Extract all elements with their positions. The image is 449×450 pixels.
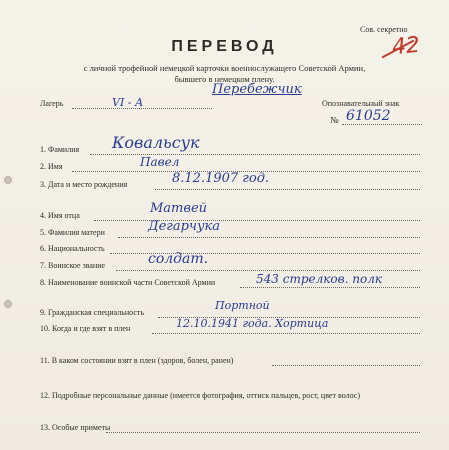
subtitle-line-1: с личной трофейной немецкой карточки военнослужащего Советской Армии,: [83, 63, 366, 73]
field-11-label: 11. В каком состоянии взят в плен (здоров, болен, ранен): [40, 356, 234, 365]
field-1-label: 1. Фамилия: [40, 145, 80, 154]
field-3-label: 3. Дата и место рождения: [40, 180, 128, 189]
handwritten-number: 42: [390, 32, 422, 61]
field-1-value: Ковальсук: [112, 133, 200, 152]
field-13-label: 13. Особые приметы: [40, 423, 111, 432]
field-3-line: [155, 189, 420, 190]
camp-label: Лагерь: [40, 99, 64, 108]
field-7-label: 7. Воинское звание: [40, 261, 106, 270]
field-8-label: 8. Наименование воинской части Советской Армии: [40, 278, 216, 287]
camp-value: VI - А: [112, 96, 144, 109]
field-12-spacer: [40, 400, 420, 401]
field-10-label: 10. Когда и где взят в плен: [40, 324, 131, 333]
field-6-label: 6. Национальность: [40, 244, 105, 253]
field-2-label: 2. Имя: [40, 162, 63, 171]
field-10-line: [152, 333, 420, 334]
field-10-value: 12.10.1941 года. Хортица: [176, 317, 329, 330]
field-8-line: [240, 287, 420, 288]
status-value: Перебежчик: [212, 82, 302, 97]
field-5-value: Дегарчука: [148, 219, 221, 234]
secrecy-label: Сов. секретно: [360, 25, 408, 34]
field-5-label: 5. Фамилия матери: [40, 228, 105, 237]
punch-hole: [4, 176, 12, 184]
field-3-value: 8.12.1907 год.: [172, 171, 270, 186]
document-title: ПЕРЕВОД: [171, 38, 278, 55]
field-4-line: [94, 220, 420, 221]
field-9-label: 9. Гражданская специальность: [40, 308, 145, 317]
tag-number: 61052: [346, 108, 391, 124]
punch-hole: [4, 300, 12, 308]
tag-prefix: №: [330, 115, 339, 125]
tag-label: Опознавательный знак: [322, 99, 400, 108]
field-2-value: Павел: [140, 155, 180, 169]
field-9-value: Портной: [215, 299, 270, 312]
field-5-line: [118, 237, 420, 238]
field-7-value: солдат.: [148, 251, 209, 267]
tag-line: [342, 124, 422, 125]
field-4-label: 4. Имя отца: [40, 211, 80, 220]
field-13-line: [106, 432, 420, 433]
field-8-value: 543 стрелков. полк: [256, 272, 383, 286]
subtitle-line-2: бывшего в немецком плену.: [174, 74, 275, 84]
field-11-line: [272, 365, 420, 366]
field-12-label: 12. Подробные персональные данные (имеется фотография, оттиск пальцев, рост, цвет волос): [40, 391, 360, 400]
field-4-value: Матвей: [150, 201, 208, 216]
field-7-line: [116, 270, 420, 271]
